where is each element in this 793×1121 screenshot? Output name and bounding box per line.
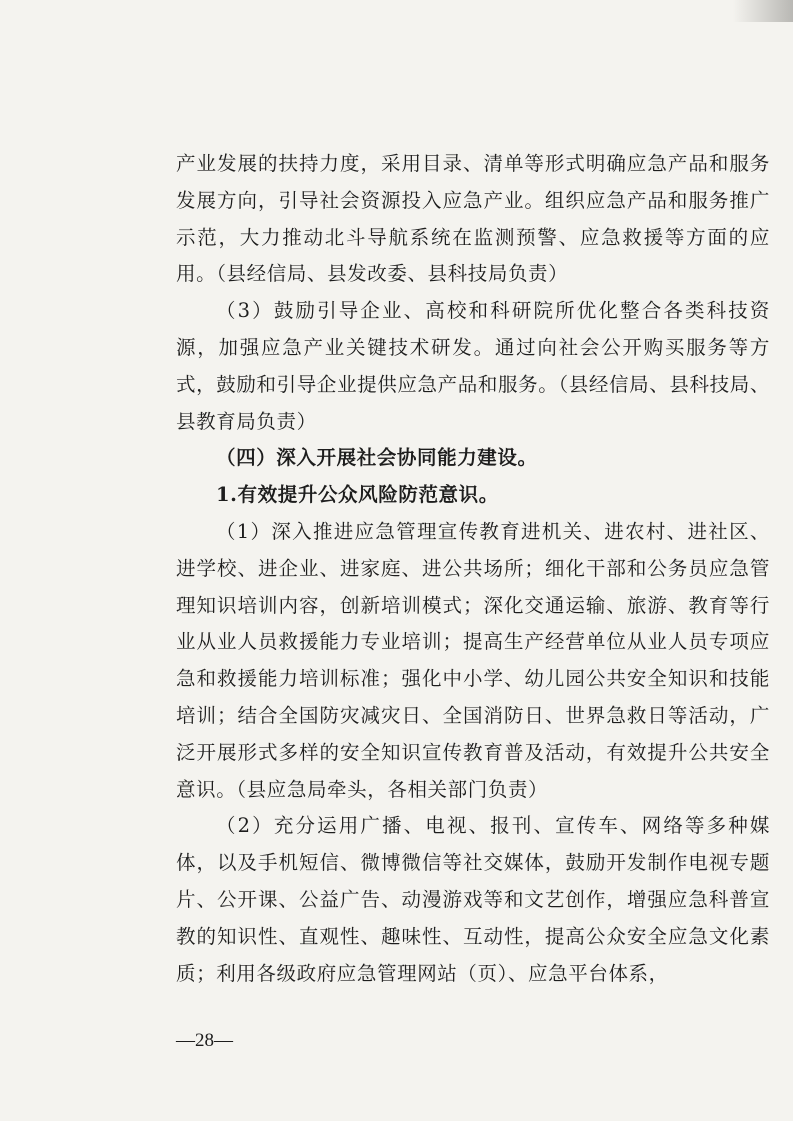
section-heading: （四）深入开展社会协同能力建设。 [216, 446, 538, 470]
paragraph-item-1: （1）深入推进应急管理宣传教育进机关、进农村、进社区、进学校、进企业、进家庭、进公共场所；细化干部和公务员应急管理知识培训内容，创新培训模式；深化交通运输、旅游、教育等行业从业人员救援能力专业培训；提高生产经营单位从业人员专项应急和救援能力培训标准；强化中小学、幼儿园公共安全知识和技能培训；结合全国防灾减灾日、全国消防日、世界急救日等活动，广泛开展形式多样的安全知识宣传教育普及活动，有效提升公共安全意识。（县应急局牵头，各相关部门负责） [176, 519, 770, 801]
paragraph-item-2: （2）充分运用广播、电视、报刊、宣传车、网络等多种媒体，以及手机短信、微博微信等社交媒体，鼓励开发制作电视专题片、公开课、公益广告、动漫游戏等和文艺创作，增强应急科普宣教的知识性、直观性、趣味性、互动性，提高公众安全应急文化素质；利用各级政府应急管理网站（页）、应急平台体系， [176, 814, 770, 985]
scan-edge-shadow [733, 0, 793, 22]
paragraph-item-3: （3）鼓励引导企业、高校和科研院所优化整合各类科技资源，加强应急产业关键技术研发。通过向社会公开购买服务等方式，鼓励和引导企业提供应急产品和服务。（县经信局、县科技局、县教育局负责） [176, 299, 770, 433]
subsection-heading: 1.有效提升公众风险防范意识。 [216, 483, 499, 507]
paragraph-continuation: 产业发展的扶持力度，采用目录、清单等形式明确应急产品和服务发展方向，引导社会资源投入应急产业。组织应急产品和服务推广示范，大力推动北斗导航系统在监测预警、应急救援等方面的应用。（县经信局、县发改委、县科技局负责） [176, 152, 770, 286]
page-number: —28— [176, 1030, 233, 1051]
document-body [176, 146, 770, 992]
